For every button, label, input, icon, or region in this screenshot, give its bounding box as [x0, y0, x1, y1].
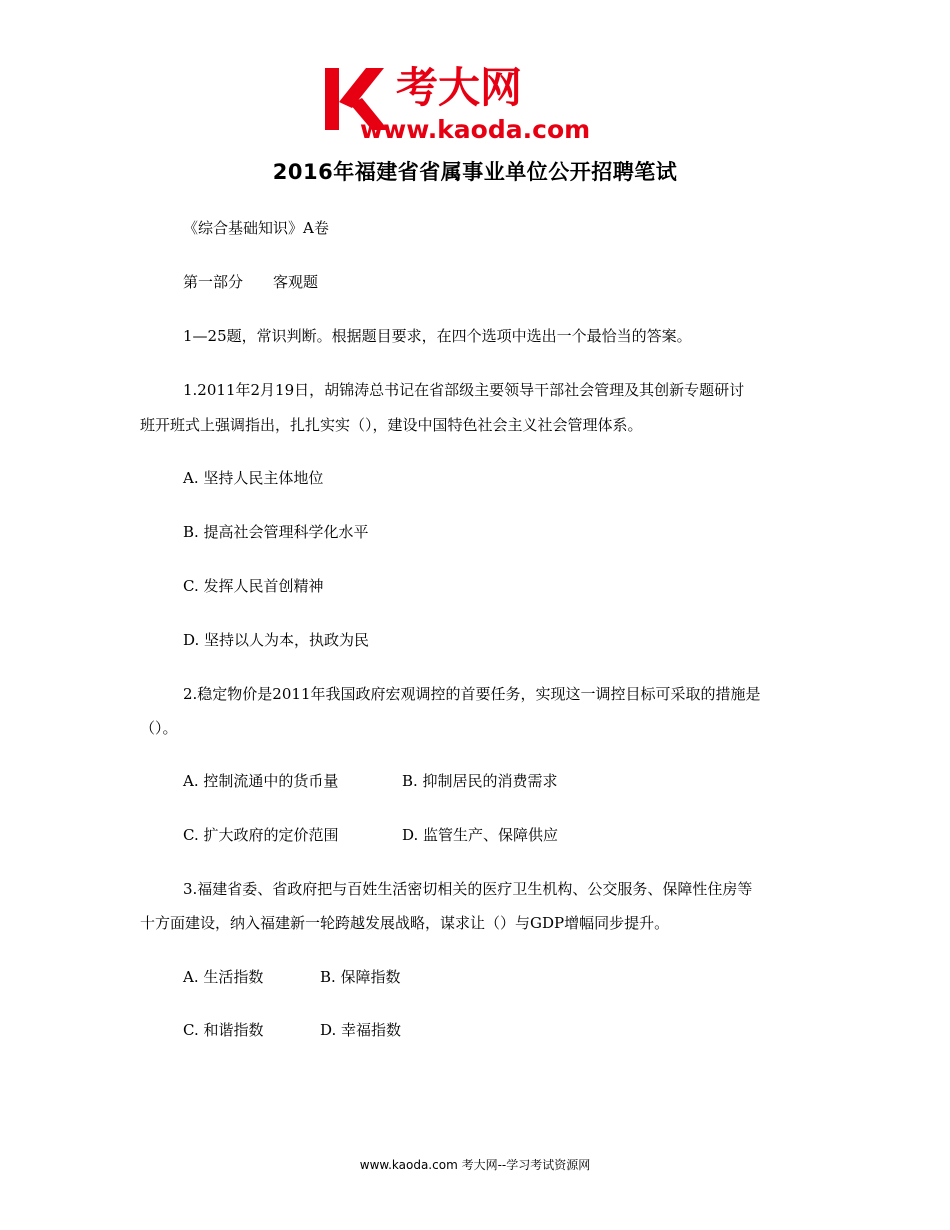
logo-graphic [322, 58, 642, 142]
page-footer: www.kaoda.com 考大网--学习考试资源网 [359, 1158, 591, 1172]
question-3-stem-line1: 3.福建省委、省政府把与百姓生活密切相关的医疗卫生机构、公交服务、保障性住房等 [183, 880, 753, 898]
paper-subtitle: 《综合基础知识》A卷 [183, 219, 329, 237]
question-3-option-c: C. 和谐指数 [183, 1021, 264, 1039]
question-2-option-c: C. 扩大政府的定价范围 [183, 826, 339, 844]
question-1-option-b: B. 提高社会管理科学化水平 [183, 523, 369, 541]
instruction-text: 1—25题，常识判断。根据题目要求，在四个选项中选出一个最恰当的答案。 [183, 327, 692, 345]
question-3-option-b: B. 保障指数 [320, 968, 401, 986]
question-1-option-c: C. 发挥人民首创精神 [183, 577, 324, 595]
question-2-stem-line2: （）。 [140, 719, 178, 737]
question-2-option-a: A. 控制流通中的货币量 [183, 772, 339, 790]
question-3-option-d: D. 幸福指数 [320, 1021, 402, 1039]
kaoda-logo [322, 58, 642, 142]
question-1-stem-line2: 班开班式上强调指出，扎扎实实（），建设中国特色社会主义社会管理体系。 [140, 416, 643, 434]
logo-cn-text: 考大网 [396, 63, 523, 112]
question-1-option-a: A. 坚持人民主体地位 [183, 469, 324, 487]
question-1-stem-line1: 1.2011年2月19日，胡锦涛总书记在省部级主要领导干部社会管理及其创新专题研讨 [183, 381, 745, 399]
question-2-stem-line1: 2.稳定物价是2011年我国政府宏观调控的首要任务，实现这一调控目标可采取的措施是 [183, 685, 761, 703]
question-3-stem-line2: 十方面建设，纳入福建新一轮跨越发展战略，谋求让（）与GDP增幅同步提升。 [140, 914, 670, 932]
document-title: 2016年福建省省属事业单位公开招聘笔试 [272, 160, 678, 184]
question-3-option-a: A. 生活指数 [183, 968, 264, 986]
question-2-option-b: B. 抑制居民的消费需求 [402, 772, 558, 790]
question-1-option-d: D. 坚持以人为本，执政为民 [183, 631, 370, 649]
question-2-option-d: D. 监管生产、保障供应 [402, 826, 559, 844]
part-heading: 第一部分 客观题 [183, 273, 319, 291]
logo-url-text: www.kaoda.com [360, 115, 591, 142]
